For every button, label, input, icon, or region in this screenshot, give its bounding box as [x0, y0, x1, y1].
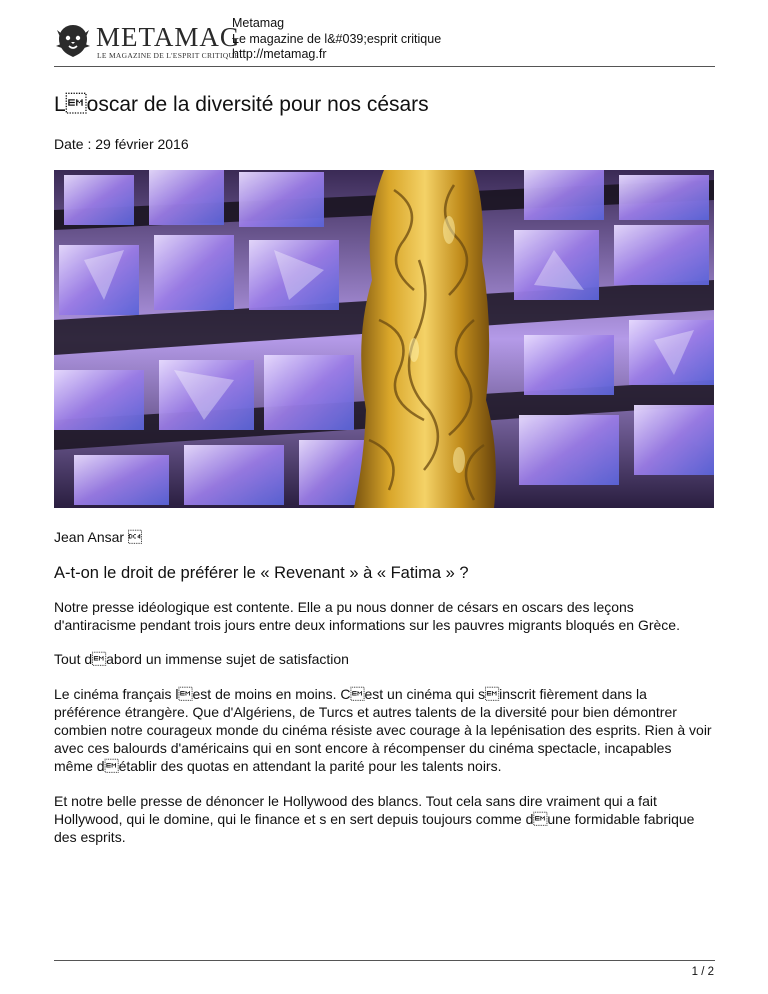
site-description: Le magazine de l&#039;esprit critique — [232, 31, 442, 46]
lion-head-icon — [54, 22, 92, 60]
article-author: Jean Ansar  — [54, 529, 142, 545]
article-title: Loscar de la diversité pour nos césars — [54, 93, 429, 116]
logo-wordmark: METAMAG — [96, 22, 241, 52]
body-paragraph: Tout dabord un immense sujet de satisfaction — [54, 651, 349, 668]
article-subtitle: A-t-on le droit de préférer le « Revenant » à « Fatima » ? — [54, 564, 469, 582]
logo-tagline: LE MAGAZINE DE L'ESPRIT CRITIQUE — [97, 51, 240, 60]
page-number: 1 / 2 — [691, 966, 714, 978]
body-paragraph: Notre presse idéologique est contente. Elle a pu nous donner de césars en oscars des leçons d'antiracisme pendant trois jours entre deux informations sur les pauvres migrants bloqués en Grèce. — [54, 599, 680, 634]
header-divider — [54, 66, 715, 67]
site-info — [232, 16, 441, 63]
article-date: Date : 29 février 2016 — [54, 136, 189, 152]
body-paragraph: Et notre belle presse de dénoncer le Hollywood des blancs. Tout cela sans dire vraiment qui a fait Hollywood, qui le domine, qui le finance et s en sert depuis toujours comme dune formidable fabrique des esprits. — [54, 792, 695, 846]
article-body — [54, 598, 714, 862]
site-name: Metamag — [232, 16, 285, 30]
footer-divider — [54, 960, 715, 961]
body-paragraph: Le cinéma français lest de moins en moins. Cest un cinéma qui sinscrit fièrement dans la préférence étrangère. Que d'Algériens, de Turcs et autres talents de la diversité pour bien démontrer combien notre courageux monde du cinéma résiste avec courage à la lepénisation des esprits. Rien à voir avec ces balourds d'américains qui en sont encore à récompenser du cinéma spectacle, incapables même détablir des quotas en attendant la parité pour les talents noirs. — [54, 685, 712, 775]
hero-image — [54, 170, 714, 508]
metamag-logo[interactable] — [54, 22, 241, 62]
site-url-link[interactable]: http://metamag.fr — [232, 47, 327, 61]
